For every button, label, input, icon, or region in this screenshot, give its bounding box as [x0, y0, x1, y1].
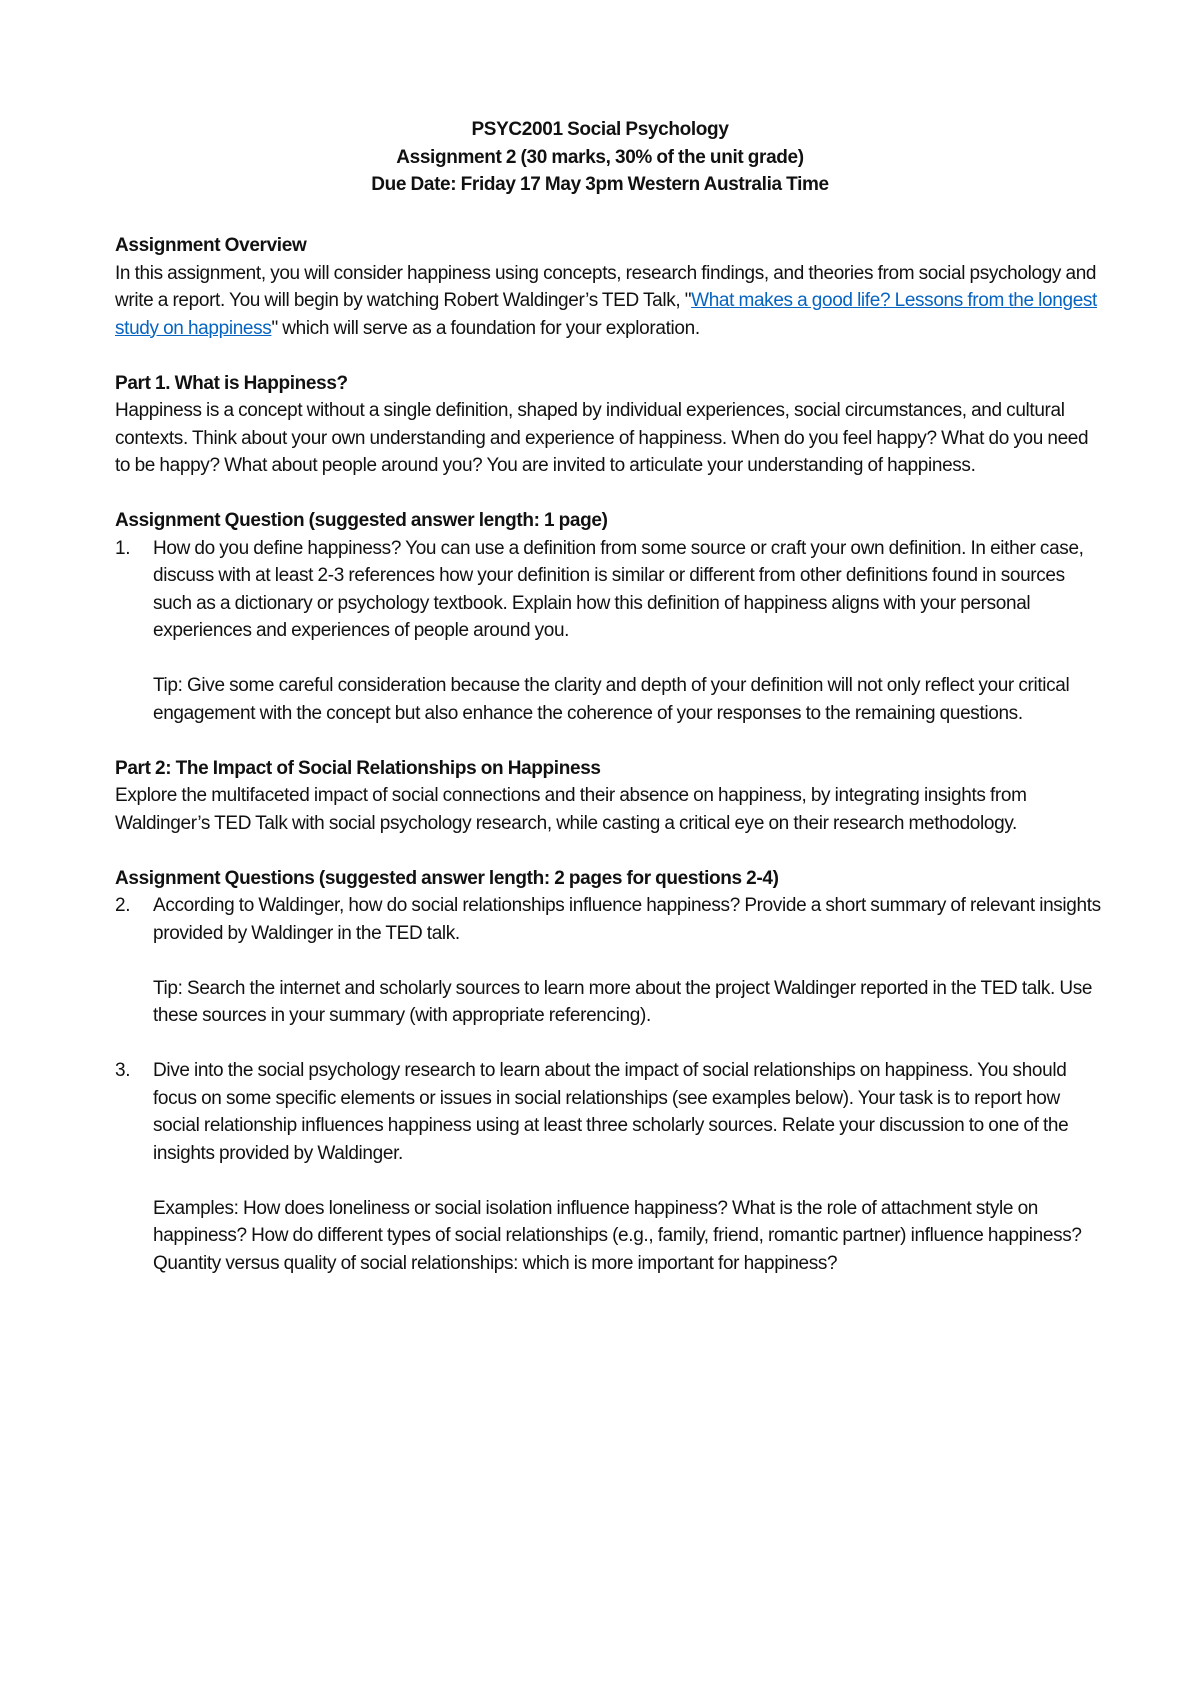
overview-heading: Assignment Overview [115, 235, 307, 256]
question-text: How do you define happiness? You can use a definition from some source or craft your own definition. In either case, discuss with at least 2-3 references how your definition is similar or different from other definitions found in sources such as a dictionary or psychology textbook. Explain how this definition of happiness aligns with your personal experiences and experiences of people around you. [153, 537, 1084, 641]
overview-paragraph [115, 260, 1105, 343]
question-item [115, 892, 1105, 1030]
part2-paragraph: Explore the multifaceted impact of social connections and their absence on happiness, by integrating insights from Waldinger’s TED Talk with social psychology research, while casting a critical eye on their research methodology. [115, 785, 1027, 834]
part2-question-heading: Assignment Questions (suggested answer length: 2 pages for questions 2-4) [115, 867, 779, 889]
spacer [115, 727, 1105, 755]
spacer [115, 342, 1105, 370]
course-title: PSYC2001 Social Psychology [471, 119, 729, 140]
question-tip: Tip: Give some careful consideration because the clarity and depth of your definition will not only reflect your critical engagement with the concept but also enhance the coherence of your responses to the remaining questions. [153, 675, 1070, 724]
question-item [115, 535, 1105, 728]
part2-question-list [115, 892, 1105, 1277]
part1-question-heading: Assignment Question (suggested answer length: 1 page) [115, 510, 608, 531]
question-text: According to Waldinger, how do social relationships influence happiness? Provide a short summary of relevant insights provided by Waldinger in the TED talk. [153, 895, 1101, 944]
part1-paragraph: Happiness is a concept without a single definition, shaped by individual experiences, social circumstances, and cultural contexts. Think about your own understanding and experience of happiness. When do you feel happy? What do you need to be happy? What about people around you? You are invited to articulate your understanding of happiness. [115, 400, 1089, 476]
question-text: Dive into the social psychology research to learn about the impact of social relationships on happiness. You should focus on some specific elements or issues in social relationships (see examples below). Your task is to report how social relationship influences happiness using at least three scholarly sources. Relate your discussion to one of the insights provided by Waldinger. [153, 1060, 1069, 1164]
spacer [153, 947, 1105, 975]
spacer [115, 480, 1105, 508]
question-item [115, 1057, 1105, 1277]
spacer-item [115, 1030, 1105, 1058]
overview-text-after-link: " which will serve as a foundation for your exploration. [271, 317, 700, 339]
part1-question-list [115, 535, 1105, 728]
part1-heading: Part 1. What is Happiness? [115, 372, 348, 394]
question-examples: Examples: How does loneliness or social isolation influence happiness? What is the role of attachment style on happiness? How do different types of social relationships (e.g., family, friend, romantic partner) influence happiness? Quantity versus quality of social relationships: which is more important for happiness? [153, 1197, 1082, 1274]
spacer [153, 645, 1105, 673]
document-header [0, 116, 1200, 199]
question-number: 2. [115, 895, 131, 916]
question-tip: Tip: Search the internet and scholarly sources to learn more about the project Waldinger reported in the TED talk. Use these sources in your summary (with appropriate referencing). [153, 977, 1093, 1026]
spacer [115, 837, 1105, 865]
document-body [115, 232, 1105, 1277]
part2-heading: Part 2: The Impact of Social Relationships on Happiness [115, 757, 601, 779]
overview-text-before-link: In this assignment, you will consider happiness using concepts, research findings, and theories from social psychology and write a report. You will begin by watching Robert Waldinger’s TED Talk, " [115, 262, 1097, 311]
spacer [153, 1167, 1105, 1195]
ted-talk-link[interactable]: What makes a good life? Lessons from the longest study on happiness [115, 290, 1097, 339]
due-date: Due Date: Friday 17 May 3pm Western Australia Time [371, 174, 829, 195]
question-number: 3. [115, 1060, 131, 1081]
question-number: 1. [115, 537, 131, 559]
assignment-title: Assignment 2 (30 marks, 30% of the unit grade) [396, 146, 804, 168]
